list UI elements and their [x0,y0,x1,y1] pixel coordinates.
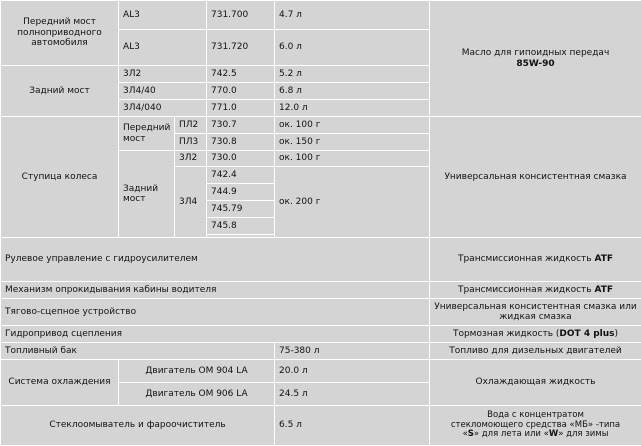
hub-rear-vol-2: ок. 200 г [275,167,430,238]
front-axle-code-1: 731.700 [207,1,275,30]
hub-rear-code-3: 744.9 [207,184,275,201]
cab-tilt-label: Механизм опрокидывания кабины водителя [1,282,430,299]
cab-tilt-fluid-bold: ATF [594,285,613,295]
cooling-fluid: Охлаждающая жидкость [430,360,641,406]
washer-fluid-line-3e: » для зимы [558,429,608,439]
rear-axle-model-1: 3Л2 [119,66,207,83]
rear-axle-code-2: 770.0 [207,83,275,100]
hub-front-vol-1: ок. 100 г [275,117,430,134]
washer-fluid-line-3a: « [463,429,468,439]
front-axle-label: Передний мост полноприводного автомобиля [1,1,119,66]
hub-rear-model-2: 3Л4 [175,167,207,238]
rear-axle-model-3: 3Л4/040 [119,100,207,117]
hub-rear-code-1: 730.0 [207,151,275,167]
hub-front-code-1: 730.7 [207,117,275,134]
front-axle-model-1: AL3 [119,1,207,30]
hub-front-axle-label: Передний мост [119,117,175,151]
hub-front-vol-2: ок. 150 г [275,134,430,151]
steering-fluid-text: Трансмиссионная жидкость [458,254,595,264]
washer-fluid-line-2: стекломоющего средства «МБ» -типа [451,420,620,430]
hypoid-oil-cell [430,1,641,117]
clutch-fluid-bold: DOT 4 plus [559,329,614,339]
cooling-engine-1: Двигатель OM 904 LA [119,360,275,383]
hypoid-oil-grade: 85W-90 [516,59,554,69]
hub-rear-vol-1: ок. 100 г [275,151,430,167]
fuel-tank-fluid: Топливо для дизельных двигателей [430,343,641,360]
rear-axle-vol-2: 6.8 л [275,83,430,100]
rear-axle-vol-1: 5.2 л [275,66,430,83]
clutch-fluid [430,326,641,343]
fuel-tank-vol: 75-380 л [275,343,430,360]
washer-vol: 6.5 л [275,406,430,446]
washer-fluid-line-1: Вода с концентратом [487,410,584,420]
steering-fluid [430,238,641,282]
towing-label: Тягово-сцепное устройство [1,299,430,326]
hub-front-code-2: 730.8 [207,134,275,151]
hub-lubricant: Универсальная консистентная смазка [430,117,641,238]
washer-fluid-winter: W [549,429,558,439]
cooling-engine-2: Двигатель OM 906 LA [119,383,275,406]
hub-rear-code-5: 745.8 [207,218,275,235]
towing-lubricant: Универсальная консистентная смазка или жидкая смазка [430,299,641,326]
front-axle-vol-2: 6.0 л [275,30,430,66]
hub-rear-axle-label: Задний мост [119,151,175,238]
washer-fluid-summer: S [468,429,474,439]
hypoid-oil-label: Масло для гипоидных передач [462,48,610,58]
hub-rear-code-4: 745.79 [207,201,275,218]
fuel-tank-label: Топливный бак [1,343,275,360]
cooling-vol-2: 24.5 л [275,383,430,406]
clutch-label: Гидропривод сцепления [1,326,430,343]
cab-tilt-fluid [430,282,641,299]
washer-fluid-line-3c: » для лета или « [474,429,549,439]
clutch-fluid-suffix: ) [615,329,619,339]
hub-front-model-1: ПЛ2 [175,117,207,134]
cooling-label: Система охлаждения [1,360,119,406]
hub-rear-code-2: 742.4 [207,167,275,184]
rear-axle-code-1: 742.5 [207,66,275,83]
hub-rear-model-1: 3Л2 [175,151,207,167]
rear-axle-vol-3: 12.0 л [275,100,430,117]
rear-axle-label: Задний мост [1,66,119,117]
washer-label: Стеклоомыватель и фароочиститель [1,406,275,446]
cab-tilt-fluid-text: Трансмиссионная жидкость [458,285,595,295]
wheel-hub-label: Ступица колеса [1,117,119,238]
steering-fluid-bold: ATF [594,254,613,264]
front-axle-vol-1: 4.7 л [275,1,430,30]
rear-axle-model-2: 3Л4/40 [119,83,207,100]
front-axle-code-2: 731.720 [207,30,275,66]
steering-label: Рулевое управление с гидроусилителем [1,238,430,282]
washer-fluid [430,406,641,446]
clutch-fluid-text: Тормозная жидкость ( [453,329,559,339]
front-axle-model-2: AL3 [119,30,207,66]
cooling-vol-1: 20.0 л [275,360,430,383]
rear-axle-code-3: 771.0 [207,100,275,117]
hub-front-model-2: ПЛ3 [175,134,207,151]
